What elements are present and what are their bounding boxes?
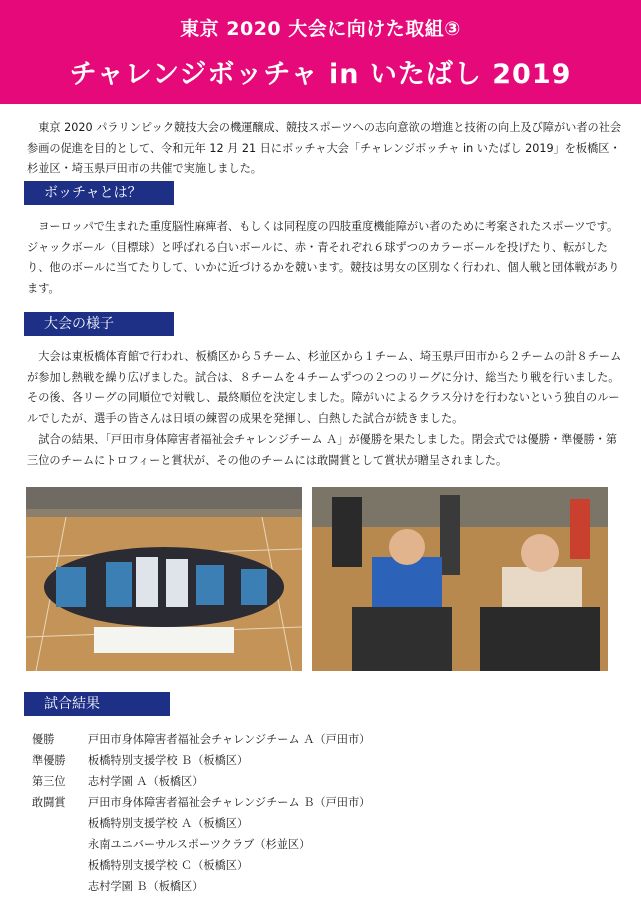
section-heading-results: 試合結果 [24, 692, 170, 716]
group-photo [26, 487, 302, 671]
result-rank: 敢闘賞 [32, 796, 66, 809]
result-team: 戸田市身体障害者福祉会チャレンジチーム Ｂ（戸田市） [88, 796, 371, 809]
section-heading-boccia: ボッチャとは？ [24, 181, 174, 205]
title-banner [0, 0, 641, 104]
banner-subtitle: 東京 2020 大会に向けた取組③ [180, 18, 461, 40]
result-team: 永南ユニバーサルスポーツクラブ（杉並区） [88, 838, 311, 851]
tournament-paragraph-1: 大会は東板橋体育館で行われ、板橋区から５チーム、杉並区から１チーム、埼玉県戸田市から２チームの計８チームが参加し熱戦を繰り広げました。試合は、８チームを４チームずつの２つのリーグに分け、総当たり戦を行いました。その後、各リーグの同順位で対戦し、最終順位を決定しました。障がいによるクラス分けを行わないという独自のルールでしたが、選手の皆さんは日頃の練習の成果を発揮し、白熱した試合が続きました。 [27, 350, 622, 426]
result-team: 板橋特別支援学校 Ａ（板橋区） [88, 817, 249, 830]
result-rank: 準優勝 [32, 754, 66, 767]
players-photo [312, 487, 608, 671]
result-team: 志村学園 Ａ（板橋区） [88, 775, 204, 788]
tournament-paragraph-2: 試合の結果、「戸田市身体障害者福祉会チャレンジチーム Ａ」が優勝を果たしました。閉会式では優勝・準優勝・第三位のチームにトロフィーと賞状が、その他のチームには敢闘賞として賞状が贈呈されました。 [27, 433, 618, 467]
boccia-description: ヨーロッパで生まれた重度脳性麻痺者、もしくは同程度の四肢重度機能障がい者のために考案されたスポーツです。ジャックボール（目標球）と呼ばれる白いボールに、赤・青それぞれ６球ずつのカラーボールを投げたり、転がしたり、他のボールに当てたりして、いかに近づけるかを競います。競技は男女の区別なく行われ、個人戦と団体戦があります。 [27, 220, 620, 296]
section-heading-tournament: 大会の様子 [24, 312, 174, 336]
result-team: 戸田市身体障害者福祉会チャレンジチーム Ａ（戸田市） [88, 733, 371, 746]
intro-paragraph: 東京 2020 パラリンピック競技大会の機運醸成、競技スポーツへの志向意欲の増進と技術の向上及び障がい者の社会参画の促進を目的として、令和元年 12 月 21 日にボッチャ大会「チャレンジボッチャ in いたばし 2019」を板橋区・杉並区・埼玉県戸田市の共催で実施しました。 [27, 121, 622, 176]
result-team: 板橋特別支援学校 Ｂ（板橋区） [88, 754, 249, 767]
result-team: 板橋特別支援学校 Ｃ（板橋区） [88, 859, 249, 872]
result-team: 志村学園 Ｂ（板橋区） [88, 880, 204, 893]
result-rank: 優勝 [32, 733, 55, 746]
banner-title: チャレンジボッチャ in いたばし 2019 [69, 59, 572, 90]
result-rank: 第三位 [32, 775, 66, 788]
